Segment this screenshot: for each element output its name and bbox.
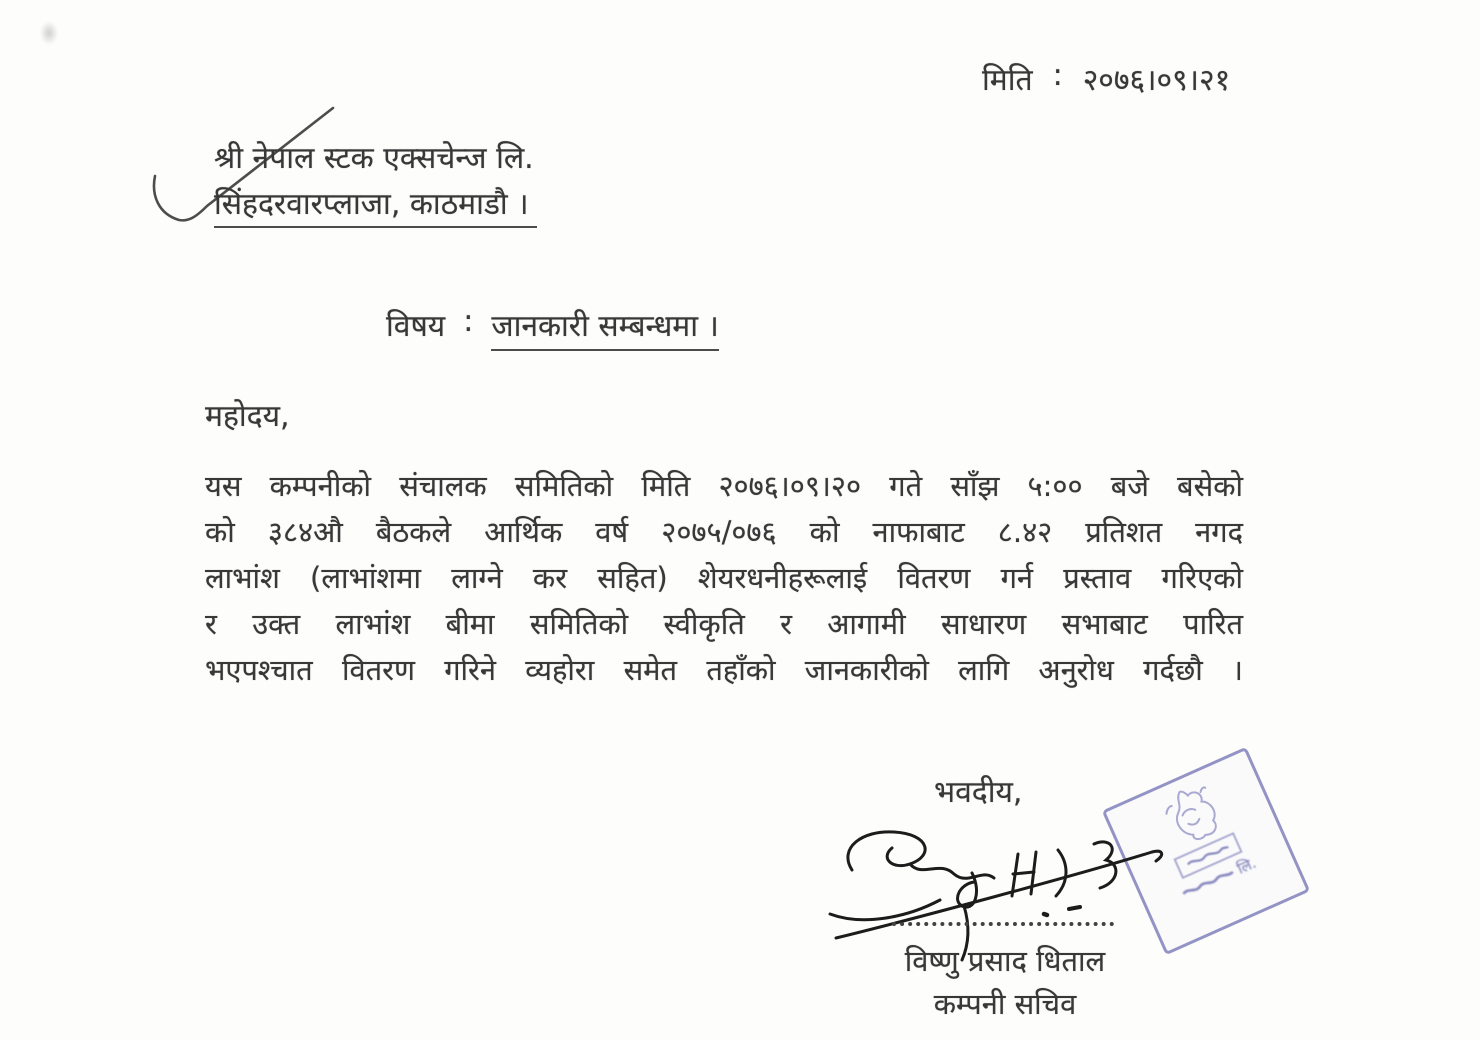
scan-smudge-mark [36,16,62,50]
stamp-text-fragment: लि. [1234,853,1259,878]
body-line: को ३८४औ बैठकले आर्थिक वर्ष २०७५/०७६ को नाफाबाट ८.४२ प्रतिशत नगद [205,515,1243,549]
addressee-line-2 [214,182,537,228]
body-line: र उक्त लाभांश बीमा समितिको स्वीकृति र आगामी साधारण सभाबाट पारित [205,607,1243,641]
body-line: लाभांश (लाभांशमा लाग्ने कर सहित) शेयरधनीहरूलाई वितरण गर्न प्रस्ताव गरिएको [205,561,1243,595]
subject-line [386,304,719,351]
addressee-line-2-text: सिंहदरवारप्लाजा, काठमाडौ । [214,182,537,228]
date-colon: : [1052,58,1063,93]
signatory-name: विष्णु प्रसाद धिताल [904,944,1106,978]
subject-label: विषय [386,309,446,344]
signature-dotted-line [892,908,1114,926]
date-value: २०७६।०९।२१ [1082,63,1231,98]
closing: भवदीय, [934,775,1023,810]
addressee-line-1: श्री नेपाल स्टक एक्सचेन्ज लि. [214,141,534,176]
body-line: भएपश्चात वितरण गरिने व्यहोरा समेत तहाँको जानकारीको लागि अनुरोध गर्दछौ । [205,653,1243,687]
date-line [982,58,1230,99]
salutation: महोदय, [205,399,290,434]
subject-value: जानकारी सम्बन्धमा । [491,304,719,351]
body-line: यस कम्पनीको संचालक समितिको मिति २०७६।०९।२० गते साँझ ५:०० बजे बसेको [205,469,1243,503]
date-label: मिति [982,63,1033,98]
subject-colon: : [463,304,474,339]
body-paragraph [205,463,1243,693]
signatory-title: कम्पनी सचिव [933,987,1077,1021]
